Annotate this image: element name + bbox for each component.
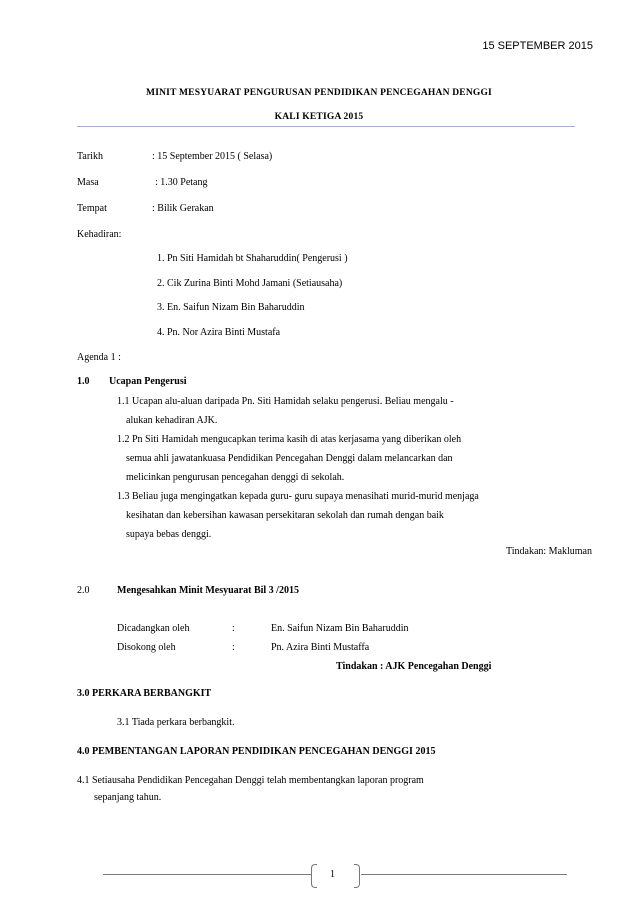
- kehadiran-label: Kehadiran:: [77, 229, 122, 240]
- section-4-line: 4.1 Setiausaha Pendidikan Pencegahan Denggi telah membentangkan laporan program: [77, 775, 424, 786]
- section-1-line: alukan kehadiran AJK.: [126, 415, 218, 426]
- disokong-colon: :: [232, 642, 235, 653]
- attendee-item: 1. Pn Siti Hamidah bt Shaharuddin( Pengerusi ): [157, 253, 348, 264]
- section-1-number: 1.0: [77, 376, 90, 387]
- page-number: 1: [330, 869, 335, 880]
- document-title: MINIT MESYUARAT PENGURUSAN PENDIDIKAN PENCEGAHAN DENGGI: [146, 88, 492, 98]
- agenda-label: Agenda 1 :: [77, 352, 121, 363]
- section-3-line: 3.1 Tiada perkara berbangkit.: [117, 717, 235, 728]
- masa-value: : 1.30 Petang: [155, 177, 208, 188]
- tempat-label: Tempat: [77, 203, 107, 214]
- footer-line-right: [361, 874, 567, 875]
- masa-label: Masa: [77, 177, 99, 188]
- footer-line-left: [103, 874, 311, 875]
- dicadangkan-value: En. Saifun Nizam Bin Baharuddin: [271, 623, 409, 634]
- section-2-tindakan: Tindakan : AJK Pencegahan Denggi: [336, 661, 492, 672]
- section-1-line: 1.3 Beliau juga mengingatkan kepada guru- guru supaya menasihati murid-murid menjaga: [117, 491, 479, 502]
- dicadangkan-label: Dicadangkan oleh: [117, 623, 190, 634]
- section-1-title: Ucapan Pengerusi: [109, 376, 187, 387]
- section-1-line: semua ahli jawatankuasa Pendidikan Pencegahan Denggi dalam melancarkan dan: [126, 453, 453, 464]
- section-1-line: melicinkan pengurusan pencegahan denggi di sekolah.: [126, 472, 345, 483]
- section-3-heading: 3.0 PERKARA BERBANGKIT: [77, 688, 212, 699]
- page-number-bracket-left: [311, 864, 317, 888]
- header-date: 15 SEPTEMBER 2015: [482, 40, 593, 52]
- attendee-item: 4. Pn. Nor Azira Binti Mustafa: [157, 327, 281, 338]
- tempat-value: : Bilik Gerakan: [152, 203, 214, 214]
- section-1-line: 1.1 Ucapan alu-aluan daripada Pn. Siti Hamidah selaku pengerusi. Beliau mengalu -: [117, 396, 454, 407]
- section-1-line: 1.2 Pn Siti Hamidah mengucapkan terima kasih di atas kerjasama yang diberikan oleh: [117, 434, 462, 445]
- page-number-bracket-right: [354, 864, 360, 888]
- tarikh-value: : 15 September 2015 ( Selasa): [152, 151, 273, 162]
- section-2-number: 2.0: [77, 585, 90, 596]
- disokong-label: Disokong oleh: [117, 642, 176, 653]
- document-subtitle: KALI KETIGA 2015: [274, 112, 364, 122]
- disokong-value: Pn. Azira Binti Mustaffa: [271, 642, 370, 653]
- section-2-title: Mengesahkan Minit Mesyuarat Bil 3 /2015: [117, 585, 299, 596]
- dicadangkan-colon: :: [232, 623, 235, 634]
- section-1-tindakan: Tindakan: Makluman: [505, 546, 592, 557]
- section-1-line: kesihatan dan kebersihan kawasan persekitaran sekolah dan rumah dengan baik: [126, 510, 444, 521]
- tarikh-label: Tarikh: [77, 151, 103, 162]
- attendee-item: 3. En. Saifun Nizam Bin Baharuddin: [157, 302, 305, 313]
- section-4-line: sepanjang tahun.: [94, 792, 162, 803]
- section-4-heading: 4.0 PEMBENTANGAN LAPORAN PENDIDIKAN PENCEGAHAN DENGGI 2015: [77, 746, 436, 757]
- section-1-line: supaya bebas denggi.: [126, 529, 212, 540]
- title-divider: [77, 126, 575, 127]
- attendee-item: 2. Cik Zurina Binti Mohd Jamani (Setiausaha): [157, 278, 343, 289]
